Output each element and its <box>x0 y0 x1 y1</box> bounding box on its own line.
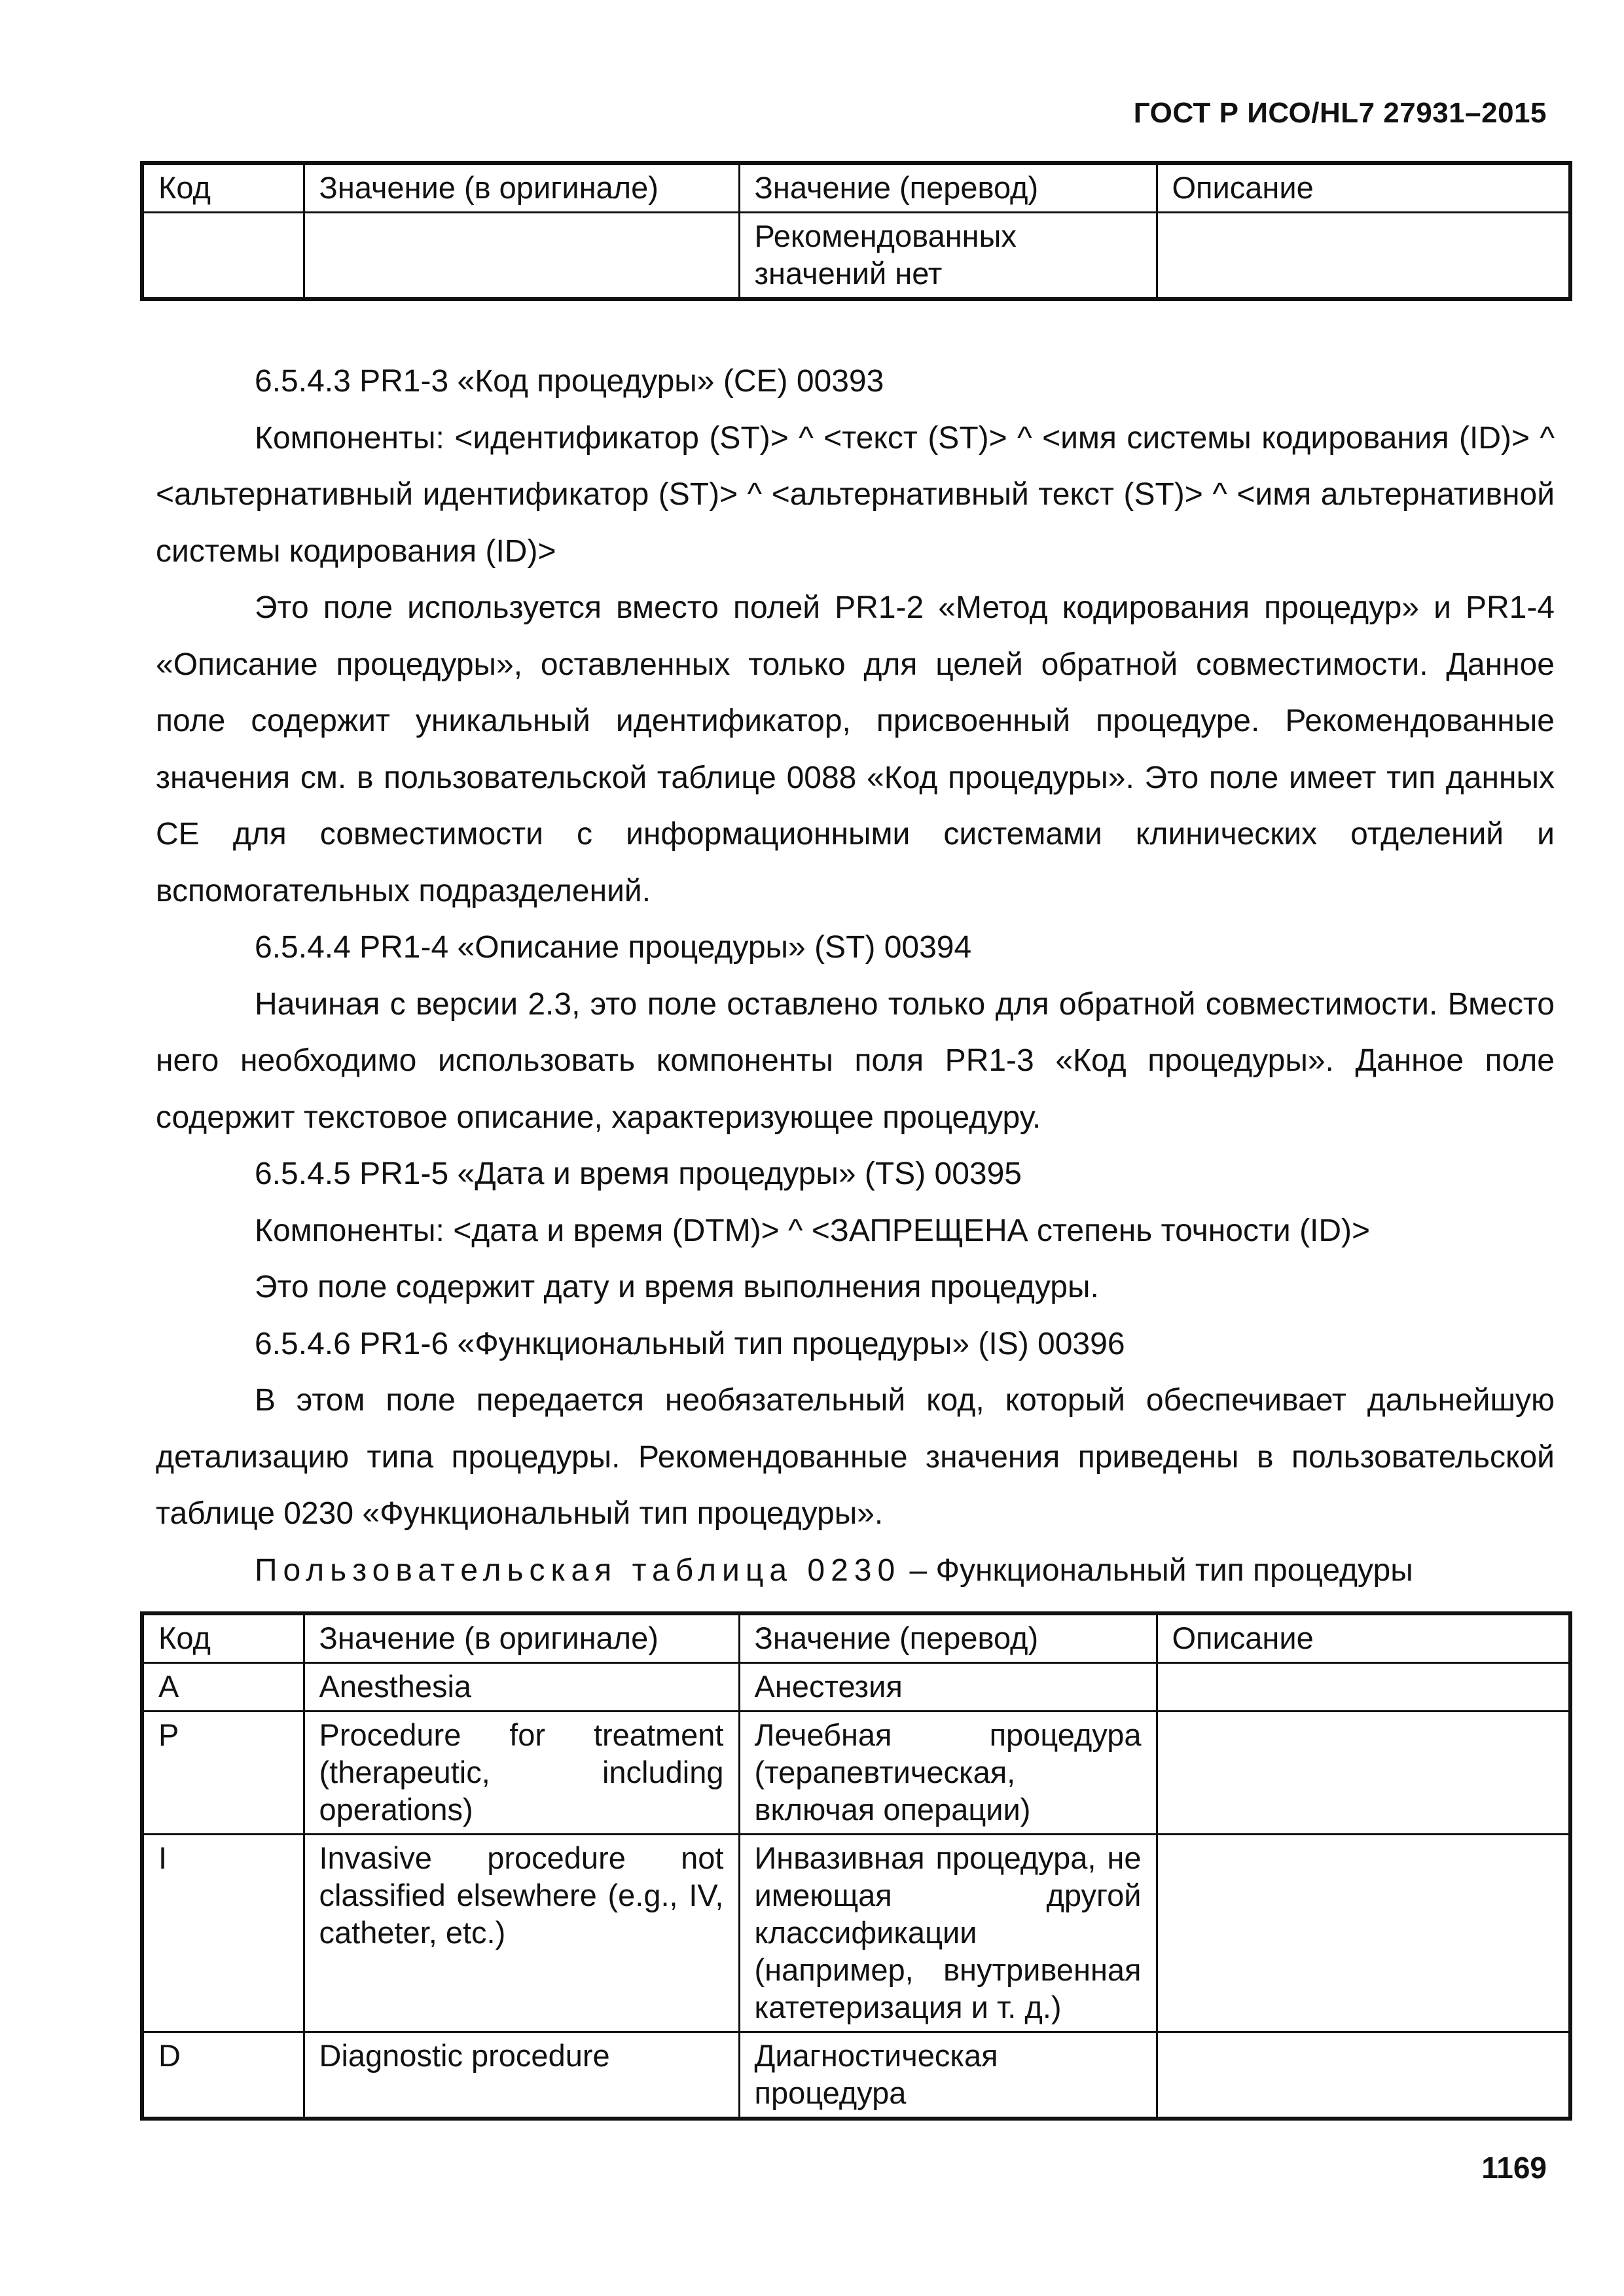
cell-value-translation: Рекомендованных значений нет <box>739 213 1157 300</box>
table-header-row <box>142 1613 1570 1663</box>
header-value-translation: Значение (перевод) <box>739 163 1157 213</box>
cell-code: A <box>142 1663 304 1712</box>
header-code: Код <box>142 1613 304 1663</box>
section-heading-6-5-4-4: 6.5.4.4 PR1-4 «Описание процедуры» (ST) 00394 <box>255 930 972 965</box>
table-continuation <box>140 161 1572 301</box>
cell-value-original: Anesthesia <box>304 1663 739 1712</box>
cell-code: D <box>142 2032 304 2119</box>
body-text <box>156 353 1555 1599</box>
table-caption-dash: – <box>901 1552 936 1588</box>
table-header-row <box>142 163 1570 213</box>
cell-value-translation: Лечебная процедура (терапевтическая, включая операции) <box>739 1712 1157 1835</box>
paragraph-pr1-5-description: Это поле содержит дату и время выполнения процедуры. <box>255 1270 1099 1304</box>
paragraph-components-pr1-5: Компоненты: <дата и время (DTM)> ^ <ЗАПРЕЩЕНА степень точности (ID)> <box>255 1213 1371 1248</box>
cell-value-translation: Инвазивная процедура, не имеющая другой классификации (например, внутривенная катетеризация и т. д.) <box>739 1835 1157 2032</box>
cell-description <box>1157 1663 1570 1712</box>
cell-value-translation: Диагностическая процедура <box>739 2032 1157 2119</box>
document-standard-header: ГОСТ Р ИСО/HL7 27931–2015 <box>1133 97 1547 129</box>
cell-code: I <box>142 1835 304 2032</box>
cell-description <box>1157 1712 1570 1835</box>
paragraph-pr1-3-description: Это поле используется вместо полей PR1-2 «Метод кодирования процедур» и PR1-4 «Описание процедуры», оставленных только для целей обратной совместимости. Данное поле содержит уникальный идентификатор, присвоенный процедуре. Рекомендованные значения см. в пользовательской таблице 0088 «Код процедуры». Это поле имеет тип данных CE для совместимости с информационными системами клинических отделений и вспомогательных подразделений. <box>156 590 1555 908</box>
section-heading-6-5-4-5: 6.5.4.5 PR1-5 «Дата и время процедуры» (TS) 00395 <box>255 1157 1022 1191</box>
cell-description <box>1157 1835 1570 2032</box>
table-row <box>142 213 1570 300</box>
table-caption <box>156 1543 1555 1600</box>
table-row <box>142 1835 1570 2032</box>
cell-description <box>1157 213 1570 300</box>
header-description: Описание <box>1157 163 1570 213</box>
header-value-original: Значение (в оригинале) <box>304 1613 739 1663</box>
cell-value-original: Invasive procedure not classified elsewhere (e.g., IV, catheter, etc.) <box>304 1835 739 2032</box>
paragraph-pr1-4-description: Начиная с версии 2.3, это поле оставлено только для обратной совместимости. Вместо него необходимо использовать компоненты поля PR1-3 «Код процедуры». Данное поле содержит текстовое описание, характеризующее процедуру. <box>156 986 1555 1135</box>
cell-description <box>1157 2032 1570 2119</box>
paragraph-pr1-6-description: В этом поле передается необязательный код, который обеспечивает дальнейшую детализацию типа процедуры. Рекомендованные значения приведены в пользовательской таблице 0230 «Функциональный тип процедуры». <box>156 1383 1555 1531</box>
cell-code: P <box>142 1712 304 1835</box>
cell-value-original <box>304 213 739 300</box>
cell-code <box>142 213 304 300</box>
cell-value-original: Procedure for treatment (therapeutic, including operations) <box>304 1712 739 1835</box>
table-caption-label: Пользовательская таблица 0230 <box>255 1552 901 1588</box>
header-description: Описание <box>1157 1613 1570 1663</box>
table-row <box>142 2032 1570 2119</box>
section-heading-6-5-4-3: 6.5.4.3 PR1-3 «Код процедуры» (CE) 00393 <box>255 364 884 399</box>
cell-value-translation: Анестезия <box>739 1663 1157 1712</box>
page-number: 1169 <box>1481 2151 1547 2185</box>
paragraph-components-pr1-3: Компоненты: <идентификатор (ST)> ^ <текст (ST)> ^ <имя системы кодирования (ID)> ^ <альтернативный идентификатор (ST)> ^ <альтернативный текст (ST)> ^ <имя альтернативной системы кодирования (ID)> <box>156 420 1555 569</box>
user-table-0230 <box>140 1611 1572 2121</box>
header-code: Код <box>142 163 304 213</box>
section-heading-6-5-4-6: 6.5.4.6 PR1-6 «Функциональный тип процедуры» (IS) 00396 <box>255 1326 1125 1361</box>
table-caption-title: Функциональный тип процедуры <box>935 1552 1413 1588</box>
table-row <box>142 1712 1570 1835</box>
header-value-original: Значение (в оригинале) <box>304 163 739 213</box>
header-value-translation: Значение (перевод) <box>739 1613 1157 1663</box>
table-row <box>142 1663 1570 1712</box>
cell-value-original: Diagnostic procedure <box>304 2032 739 2119</box>
